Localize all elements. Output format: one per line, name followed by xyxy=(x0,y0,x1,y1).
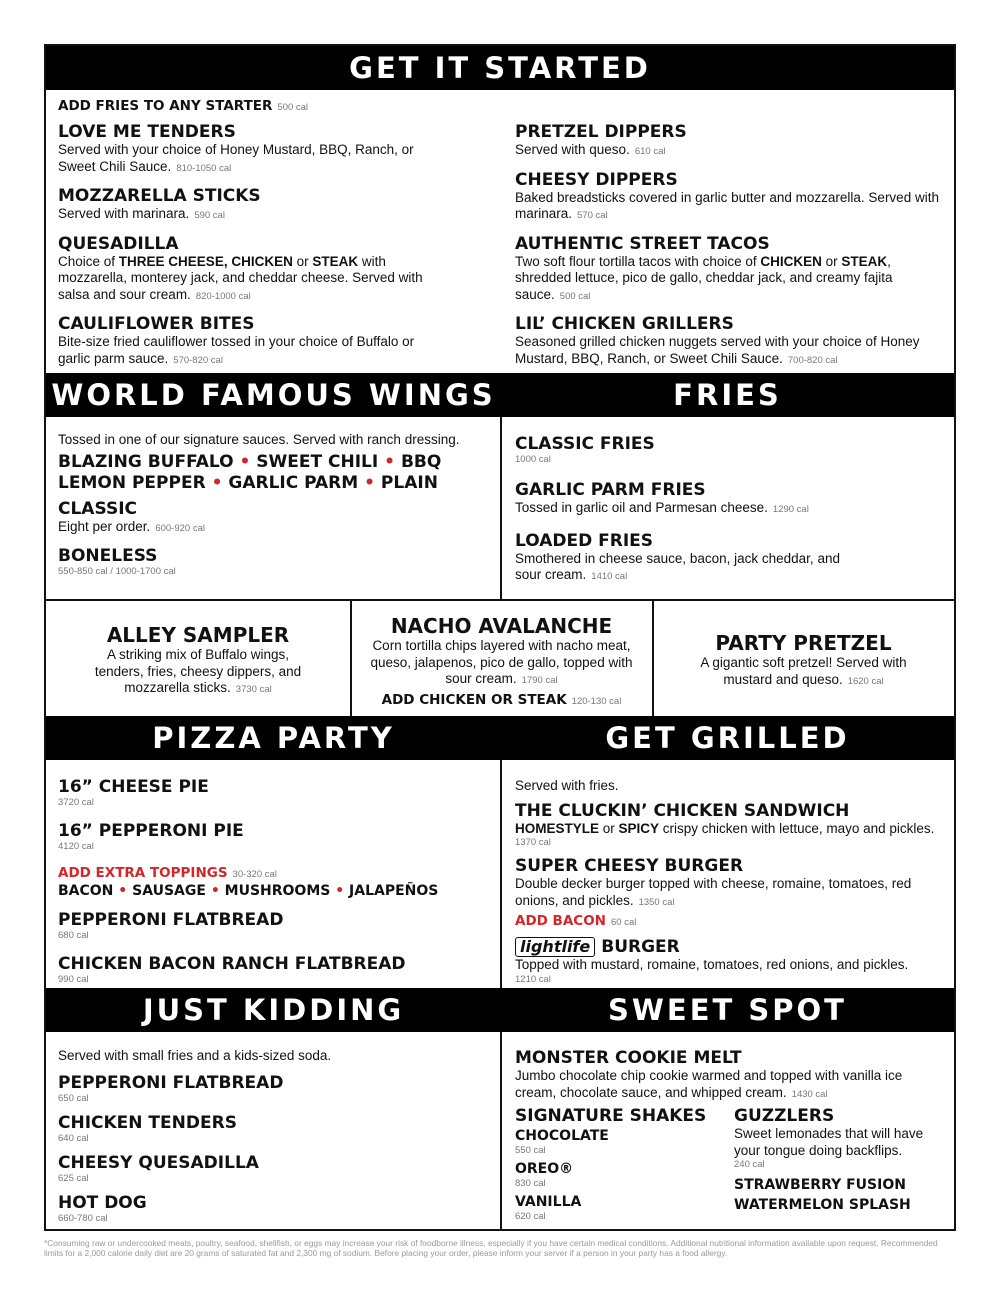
menu-item xyxy=(515,856,947,931)
sweet-section xyxy=(515,1048,947,1109)
bullet-separator: • xyxy=(211,472,223,493)
sauce-name: GARLIC PARM xyxy=(228,472,359,493)
section-header-get-it-started: GET IT STARTED xyxy=(46,46,954,90)
item-desc: A gigantic soft pretzel! Served with mustard and queso. xyxy=(700,655,907,687)
item-cal: 660-780 cal xyxy=(58,1212,108,1224)
section-header-pizza-party: PIZZA PARTY xyxy=(46,716,501,760)
item-desc: Tossed in garlic oil and Parmesan cheese. xyxy=(515,500,768,515)
item-desc: , shredded lettuce, pico de gallo, cheddar jack, and creamy fajita sauce. xyxy=(515,253,893,302)
item-cal: 640 cal xyxy=(58,1132,89,1144)
menu-item xyxy=(58,186,438,225)
item-desc: with mozzarella, monterey jack, and cheddar cheese. Served with salsa and sour cream. xyxy=(58,253,423,302)
item-cal: 1210 cal xyxy=(515,973,551,985)
item-desc: Jumbo chocolate chip cookie warmed and topped with vanilla ice cream, chocolate sauce, and whipped cream. xyxy=(515,1068,903,1100)
grilled-section xyxy=(515,778,947,995)
item-desc: Baked breadsticks covered in garlic butter and mozzarella. Served with marinara. xyxy=(515,189,939,221)
toppings-cal: 30-320 cal xyxy=(232,869,277,880)
item-name: CHEESY QUESADILLA xyxy=(58,1152,259,1173)
guzzlers-column xyxy=(734,1106,946,1214)
item-name: PEPPERONI FLATBREAD xyxy=(58,1072,284,1093)
item-cal: 550 cal xyxy=(515,1145,546,1156)
item-cal: 830 cal xyxy=(515,1178,546,1189)
section-header-world-famous-wings: WORLD FAMOUS WINGS xyxy=(46,373,501,417)
shakes-column xyxy=(515,1106,730,1223)
toppings-list xyxy=(58,883,494,900)
item-cal: 700-820 cal xyxy=(787,354,838,366)
item-desc: Double decker burger topped with cheese, romaine, tomatoes, red onions, and pickles. xyxy=(515,876,912,908)
item-desc-bold: CHICKEN xyxy=(760,253,822,269)
item-name: GARLIC PARM FRIES xyxy=(515,480,706,500)
bullet-separator: • xyxy=(335,883,345,899)
shake-item xyxy=(515,1194,730,1223)
item-desc: A striking mix of Buffalo wings, tenders, fries, cheesy dippers, and mozzarella sticks. xyxy=(94,647,302,695)
item-name: CAULIFLOWER BITES xyxy=(58,314,255,334)
item-desc-bold: STEAK xyxy=(841,253,888,269)
item-name: LIL’ CHICKEN GRILLERS xyxy=(515,314,734,334)
item-desc: Topped with mustard, romaine, tomatoes, red onions, and pickles. xyxy=(515,957,909,972)
guzzlers-desc: Sweet lemonades that will have your tongue doing backflips. xyxy=(734,1126,924,1158)
menu-item xyxy=(515,434,945,466)
item-name: SUPER CHEESY BURGER xyxy=(515,856,744,876)
menu-item xyxy=(58,499,494,538)
item-cal: 1290 cal xyxy=(772,504,809,515)
menu-item xyxy=(515,170,945,225)
menu-item xyxy=(58,954,494,986)
bullet-separator: • xyxy=(384,451,396,472)
menu-board xyxy=(44,44,956,1231)
sauce-name: BLAZING BUFFALO xyxy=(58,451,234,472)
item-name: CLASSIC FRIES xyxy=(515,434,655,454)
menu-item xyxy=(58,777,494,809)
guzzler-item: WATERMELON SPLASH xyxy=(734,1197,911,1213)
item-name: QUESADILLA xyxy=(58,233,179,254)
item-desc-bold: HOMESTYLE xyxy=(515,820,600,836)
item-desc: Bite-size fried cauliflower tossed in your choice of Buffalo or garlic parm sauce. xyxy=(58,334,415,366)
item-name: 16” CHEESE PIE xyxy=(58,777,209,797)
add-on-cal: 120-130 cal xyxy=(571,695,622,707)
topping-name: MUSHROOMS xyxy=(224,883,331,899)
item-name: MOZZARELLA STICKS xyxy=(58,186,261,206)
item-name: ALLEY SAMPLER xyxy=(106,623,290,647)
item-cal: 810-1050 cal xyxy=(176,162,232,174)
item-name: NACHO AVALANCHE xyxy=(390,614,613,638)
topping-name: JALAPEÑOS xyxy=(349,883,439,899)
item-cal: 990 cal xyxy=(58,974,89,985)
wings-sauces-row-1 xyxy=(58,452,494,472)
add-on-label: ADD CHICKEN OR STEAK xyxy=(381,691,567,708)
item-name: AUTHENTIC STREET TACOS xyxy=(515,233,770,254)
fries-section xyxy=(515,434,945,595)
item-desc-bold: STEAK xyxy=(312,253,359,269)
item-cal: 620 cal xyxy=(515,1211,546,1222)
add-fries-label: ADD FRIES TO ANY STARTER xyxy=(58,98,273,114)
item-cal: 3720 cal xyxy=(58,797,94,808)
item-desc: or xyxy=(821,253,842,269)
bullet-separator: • xyxy=(118,883,128,899)
item-name: BURGER xyxy=(601,937,680,957)
menu-item xyxy=(515,234,945,306)
item-desc: or xyxy=(599,820,619,836)
toppings-label: ADD EXTRA TOPPINGS xyxy=(58,865,228,881)
kids-section xyxy=(58,1048,494,1234)
item-name: PARTY PRETZEL xyxy=(715,631,892,655)
item-cal: 500 cal xyxy=(559,290,591,302)
add-on-label: ADD BACON xyxy=(515,913,606,929)
item-name: CLASSIC xyxy=(58,498,137,519)
item-desc: Served with marinara. xyxy=(58,206,190,221)
menu-item xyxy=(515,1048,947,1103)
item-cal: 3730 cal xyxy=(235,684,272,695)
item-cal: 1790 cal xyxy=(521,675,558,686)
lightlife-logo: lightlife xyxy=(515,937,595,957)
menu-item xyxy=(58,1073,494,1105)
item-desc-bold: SPICY xyxy=(618,820,660,836)
add-fries-cal: 500 cal xyxy=(277,102,309,113)
grilled-intro: Served with fries. xyxy=(515,778,619,793)
shakes-title: SIGNATURE SHAKES xyxy=(515,1106,707,1126)
item-cal: 590 cal xyxy=(194,210,225,221)
wings-intro: Tossed in one of our signature sauces. Served with ranch dressing. xyxy=(58,432,460,447)
shake-item xyxy=(515,1161,730,1190)
item-name: LOVE ME TENDERS xyxy=(58,122,236,142)
item-name: LOADED FRIES xyxy=(515,530,654,551)
wings-section xyxy=(58,432,494,587)
item-name: CHICKEN BACON RANCH FLATBREAD xyxy=(58,954,406,974)
menu-item xyxy=(58,234,438,306)
starters-left-column xyxy=(58,122,438,378)
add-fries-note xyxy=(58,96,948,116)
shake-item xyxy=(515,1128,730,1157)
item-cal: 610 cal xyxy=(634,146,666,157)
menu-item xyxy=(58,910,494,942)
item-name: BONELESS xyxy=(58,546,158,566)
item-cal: 680 cal xyxy=(58,930,89,941)
sauce-name: BBQ xyxy=(400,451,442,472)
item-cal: 1430 cal xyxy=(791,1088,828,1100)
item-name: PRETZEL DIPPERS xyxy=(515,122,687,142)
starters-right-column xyxy=(515,122,945,378)
menu-item xyxy=(515,801,947,850)
sauce-name: PLAIN xyxy=(380,472,438,493)
item-cal: 550-850 cal / 1000-1700 cal xyxy=(58,566,176,577)
item-cal: 650 cal xyxy=(58,1092,89,1104)
pizza-section xyxy=(58,777,494,995)
guzzler-item: STRAWBERRY FUSION xyxy=(734,1177,906,1193)
item-cal: 1370 cal xyxy=(515,837,551,848)
item-desc: crispy chicken with lettuce, mayo and pickles. xyxy=(659,820,935,836)
item-desc: Seasoned grilled chicken nuggets served with your choice of Honey Mustard, BBQ, Ranch, or Sweet Chili Sauce. xyxy=(515,334,920,366)
sauce-name: LEMON PEPPER xyxy=(58,472,206,493)
item-desc: Choice of xyxy=(58,253,119,269)
bullet-separator: • xyxy=(210,883,220,899)
menu-item xyxy=(515,531,945,586)
item-desc: Smothered in cheese sauce, bacon, jack cheddar, and sour cream. xyxy=(515,550,840,582)
starters-section xyxy=(58,96,948,125)
guzzlers-title: GUZZLERS xyxy=(734,1106,835,1126)
topping-name: SAUSAGE xyxy=(132,883,206,899)
bullet-separator: • xyxy=(239,451,251,472)
wings-sauces-row-2 xyxy=(58,473,494,493)
bullet-separator: • xyxy=(364,472,375,493)
item-cal: 4120 cal xyxy=(58,841,94,852)
menu-item xyxy=(515,937,947,986)
section-header-sweet-spot: SWEET SPOT xyxy=(501,988,954,1032)
item-name: 16” PEPPERONI PIE xyxy=(58,821,244,841)
item-cal: 625 cal xyxy=(58,1172,89,1184)
kids-intro: Served with small fries and a kids-sized soda. xyxy=(58,1048,332,1063)
item-name: MONSTER COOKIE MELT xyxy=(515,1048,742,1068)
item-name: VANILLA xyxy=(515,1194,582,1210)
item-cal: 1620 cal xyxy=(847,675,884,687)
menu-item xyxy=(58,546,494,578)
item-desc: Served with queso. xyxy=(515,142,630,157)
item-name: CHICKEN TENDERS xyxy=(58,1112,237,1133)
alley-sampler-card xyxy=(46,623,350,699)
menu-item xyxy=(515,314,945,369)
item-name: HOT DOG xyxy=(58,1192,147,1213)
section-header-just-kidding: JUST KIDDING xyxy=(46,988,501,1032)
allergy-disclaimer: *Consuming raw or undercooked meats, poultry, seafood, shellfish, or eggs may increase your risk of foodborne illness, especially if you have certain medical conditions. Additional nutritional information available upon request. Recommended limits for a 2,000 calorie daily diet are 20 grams of saturated fat and 2,300 mg of sodium. Before placing your order, please inform your server if a person in your party has a food allergy. xyxy=(44,1238,938,1258)
menu-item xyxy=(58,1193,494,1225)
item-desc: Eight per order. xyxy=(58,518,151,534)
menu-item xyxy=(58,122,438,177)
topping-name: BACON xyxy=(58,883,114,899)
sauce-name: SWEET CHILI xyxy=(256,451,379,472)
item-cal: 820-1000 cal xyxy=(195,290,251,302)
item-desc-bold: THREE CHEESE, CHICKEN xyxy=(118,253,293,269)
menu-item xyxy=(515,122,945,161)
menu-item xyxy=(58,1153,494,1185)
item-name: PEPPERONI FLATBREAD xyxy=(58,910,284,930)
item-cal: 1410 cal xyxy=(591,571,628,582)
item-cal: 1350 cal xyxy=(638,896,675,908)
nacho-avalanche-card xyxy=(351,614,652,710)
item-desc: Served with your choice of Honey Mustard, BBQ, Ranch, or Sweet Chili Sauce. xyxy=(58,142,414,174)
section-header-get-grilled: GET GRILLED xyxy=(501,716,954,760)
item-cal: 1000 cal xyxy=(515,454,551,465)
item-name: OREO® xyxy=(515,1161,574,1177)
menu-item xyxy=(515,480,945,519)
item-name: THE CLUCKIN’ CHICKEN SANDWICH xyxy=(515,800,850,821)
menu-item xyxy=(58,1113,494,1145)
guzzlers-cal: 240 cal xyxy=(734,1159,765,1170)
section-header-fries: FRIES xyxy=(501,373,954,417)
item-cal: 570-820 cal xyxy=(173,354,223,366)
extra-toppings xyxy=(58,863,494,883)
menu-item xyxy=(58,314,438,369)
item-desc: Two soft flour tortilla tacos with choice of xyxy=(515,253,761,269)
party-pretzel-card xyxy=(653,631,954,690)
item-name: CHEESY DIPPERS xyxy=(515,169,678,190)
add-on-cal: 60 cal xyxy=(610,917,637,928)
item-desc: or xyxy=(292,253,313,269)
item-cal: 600-920 cal xyxy=(155,522,205,534)
item-name: CHOCOLATE xyxy=(515,1128,609,1144)
menu-item xyxy=(58,821,494,853)
item-desc: Corn tortilla chips layered with nacho meat, queso, jalapenos, pico de gallo, topped with sour cream. xyxy=(370,638,633,686)
item-cal: 570 cal xyxy=(577,210,608,221)
